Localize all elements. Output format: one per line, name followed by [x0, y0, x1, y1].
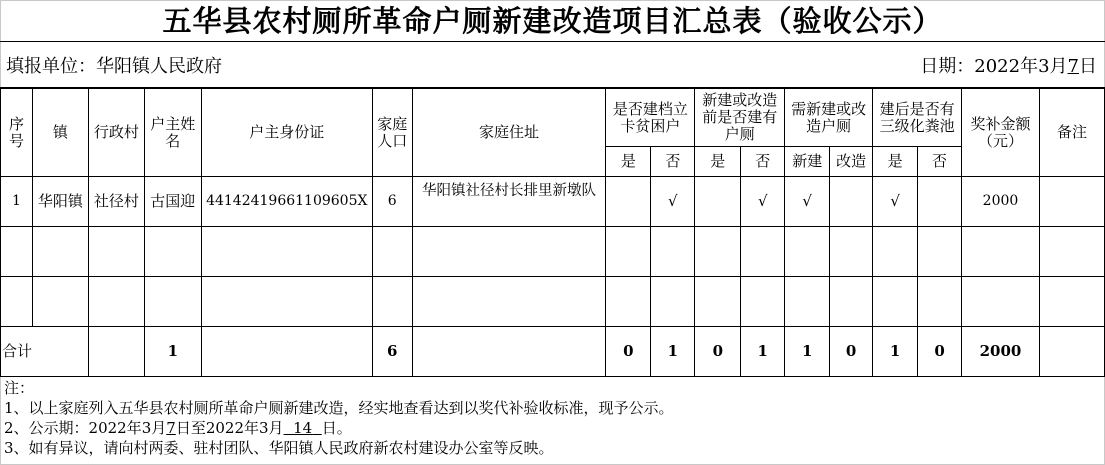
totals-need-new: 1: [785, 327, 830, 377]
col-need-renovate: 改造: [830, 147, 873, 177]
cell-population: 6: [372, 177, 412, 227]
totals-need-renovate: 0: [830, 327, 873, 377]
totals-owner-count: 1: [144, 327, 201, 377]
col-group-prior-toilet: 新建或改造前是否建有户厕: [695, 89, 785, 147]
note-2-suffix: 日。: [321, 419, 352, 437]
totals-prior-no: 1: [741, 327, 785, 377]
col-group-tank: 建后是否有三级化粪池: [873, 89, 962, 147]
cell-poor-yes: [606, 177, 651, 227]
table-row: [1, 177, 1105, 227]
col-subsidy: 奖补金额（元）: [962, 89, 1040, 177]
totals-population: 6: [372, 327, 412, 377]
col-need-new: 新建: [785, 147, 830, 177]
title-divider: [0, 41, 1105, 42]
filling-unit: 填报单位：华阳镇人民政府: [6, 56, 222, 77]
cell-id-card: 44142419661109605X: [201, 177, 372, 227]
note-line-1: 1、以上家庭列入五华县农村厕所革命户厕新建改造，经实地查看达到以奖代补验收标准，现予公示。: [4, 399, 674, 417]
report-date: [920, 54, 1097, 80]
col-owner-name: 户主姓名: [144, 89, 201, 177]
col-poor-yes: 是: [606, 147, 651, 177]
note-line-3: 3、如有异议，请向村两委、驻村团队、华阳镇人民政府新农村建设办公室等反映。: [4, 439, 554, 457]
cell-tank-yes: √: [873, 177, 918, 227]
totals-row: [1, 327, 1105, 377]
cell-seq: 1: [1, 177, 33, 227]
note-2-start-day: 7: [166, 419, 176, 437]
cell-need-new: √: [785, 177, 830, 227]
totals-label: 合计: [1, 327, 89, 377]
col-id-card: 户主身份证: [201, 89, 372, 177]
cell-remark: [1039, 177, 1104, 227]
cell-address: 华阳镇社径村长排里新墩队: [412, 177, 606, 227]
totals-tank-no: 0: [918, 327, 962, 377]
note-2-end-day-value: 14: [293, 419, 313, 437]
date-day: 7: [1067, 56, 1079, 77]
col-prior-yes: 是: [695, 147, 741, 177]
cell-prior-no: √: [741, 177, 785, 227]
col-address: 家庭住址: [412, 89, 606, 177]
col-remark: 备注: [1039, 89, 1104, 177]
totals-poor-no: 1: [651, 327, 695, 377]
cell-need-renovate: [830, 177, 873, 227]
empty-row: [1, 227, 1105, 277]
note-2-end-day: [284, 419, 322, 437]
date-suffix: 日: [1079, 56, 1097, 77]
empty-row: [1, 277, 1105, 327]
header-row-1: [1, 89, 1105, 147]
cell-subsidy: 2000: [962, 177, 1040, 227]
col-tank-no: 否: [918, 147, 962, 177]
cell-prior-yes: [695, 177, 741, 227]
note-2-prefix: 2、公示期：2022年3月: [4, 419, 167, 437]
notes-block: [4, 378, 674, 458]
cell-town: 华阳镇: [32, 177, 88, 227]
col-village: 行政村: [88, 89, 144, 177]
col-seq: 序号: [1, 89, 33, 177]
col-prior-no: 否: [741, 147, 785, 177]
cell-village: 社径村: [88, 177, 144, 227]
col-group-poor: 是否建档立卡贫困户: [606, 89, 695, 147]
date-prefix: 日期：2022年3月: [920, 56, 1068, 77]
cell-owner-name: 古国迎: [144, 177, 201, 227]
page-title: 五华县农村厕所革命户厕新建改造项目汇总表（验收公示）: [162, 4, 943, 38]
col-tank-yes: 是: [873, 147, 918, 177]
totals-poor-yes: 0: [606, 327, 651, 377]
totals-prior-yes: 0: [695, 327, 741, 377]
cell-tank-no: [918, 177, 962, 227]
col-town: 镇: [32, 89, 88, 177]
totals-subsidy: 2000: [962, 327, 1040, 377]
notes-label: 注：: [4, 379, 35, 397]
cell-poor-no: √: [651, 177, 695, 227]
col-poor-no: 否: [651, 147, 695, 177]
note-2-mid: 日至2022年3月: [175, 419, 284, 437]
totals-tank-yes: 1: [873, 327, 918, 377]
note-line-2: [4, 418, 674, 438]
col-group-need: 需新建或改造户厕: [785, 89, 873, 147]
summary-table: [0, 88, 1105, 377]
col-population: 家庭人口: [372, 89, 412, 177]
